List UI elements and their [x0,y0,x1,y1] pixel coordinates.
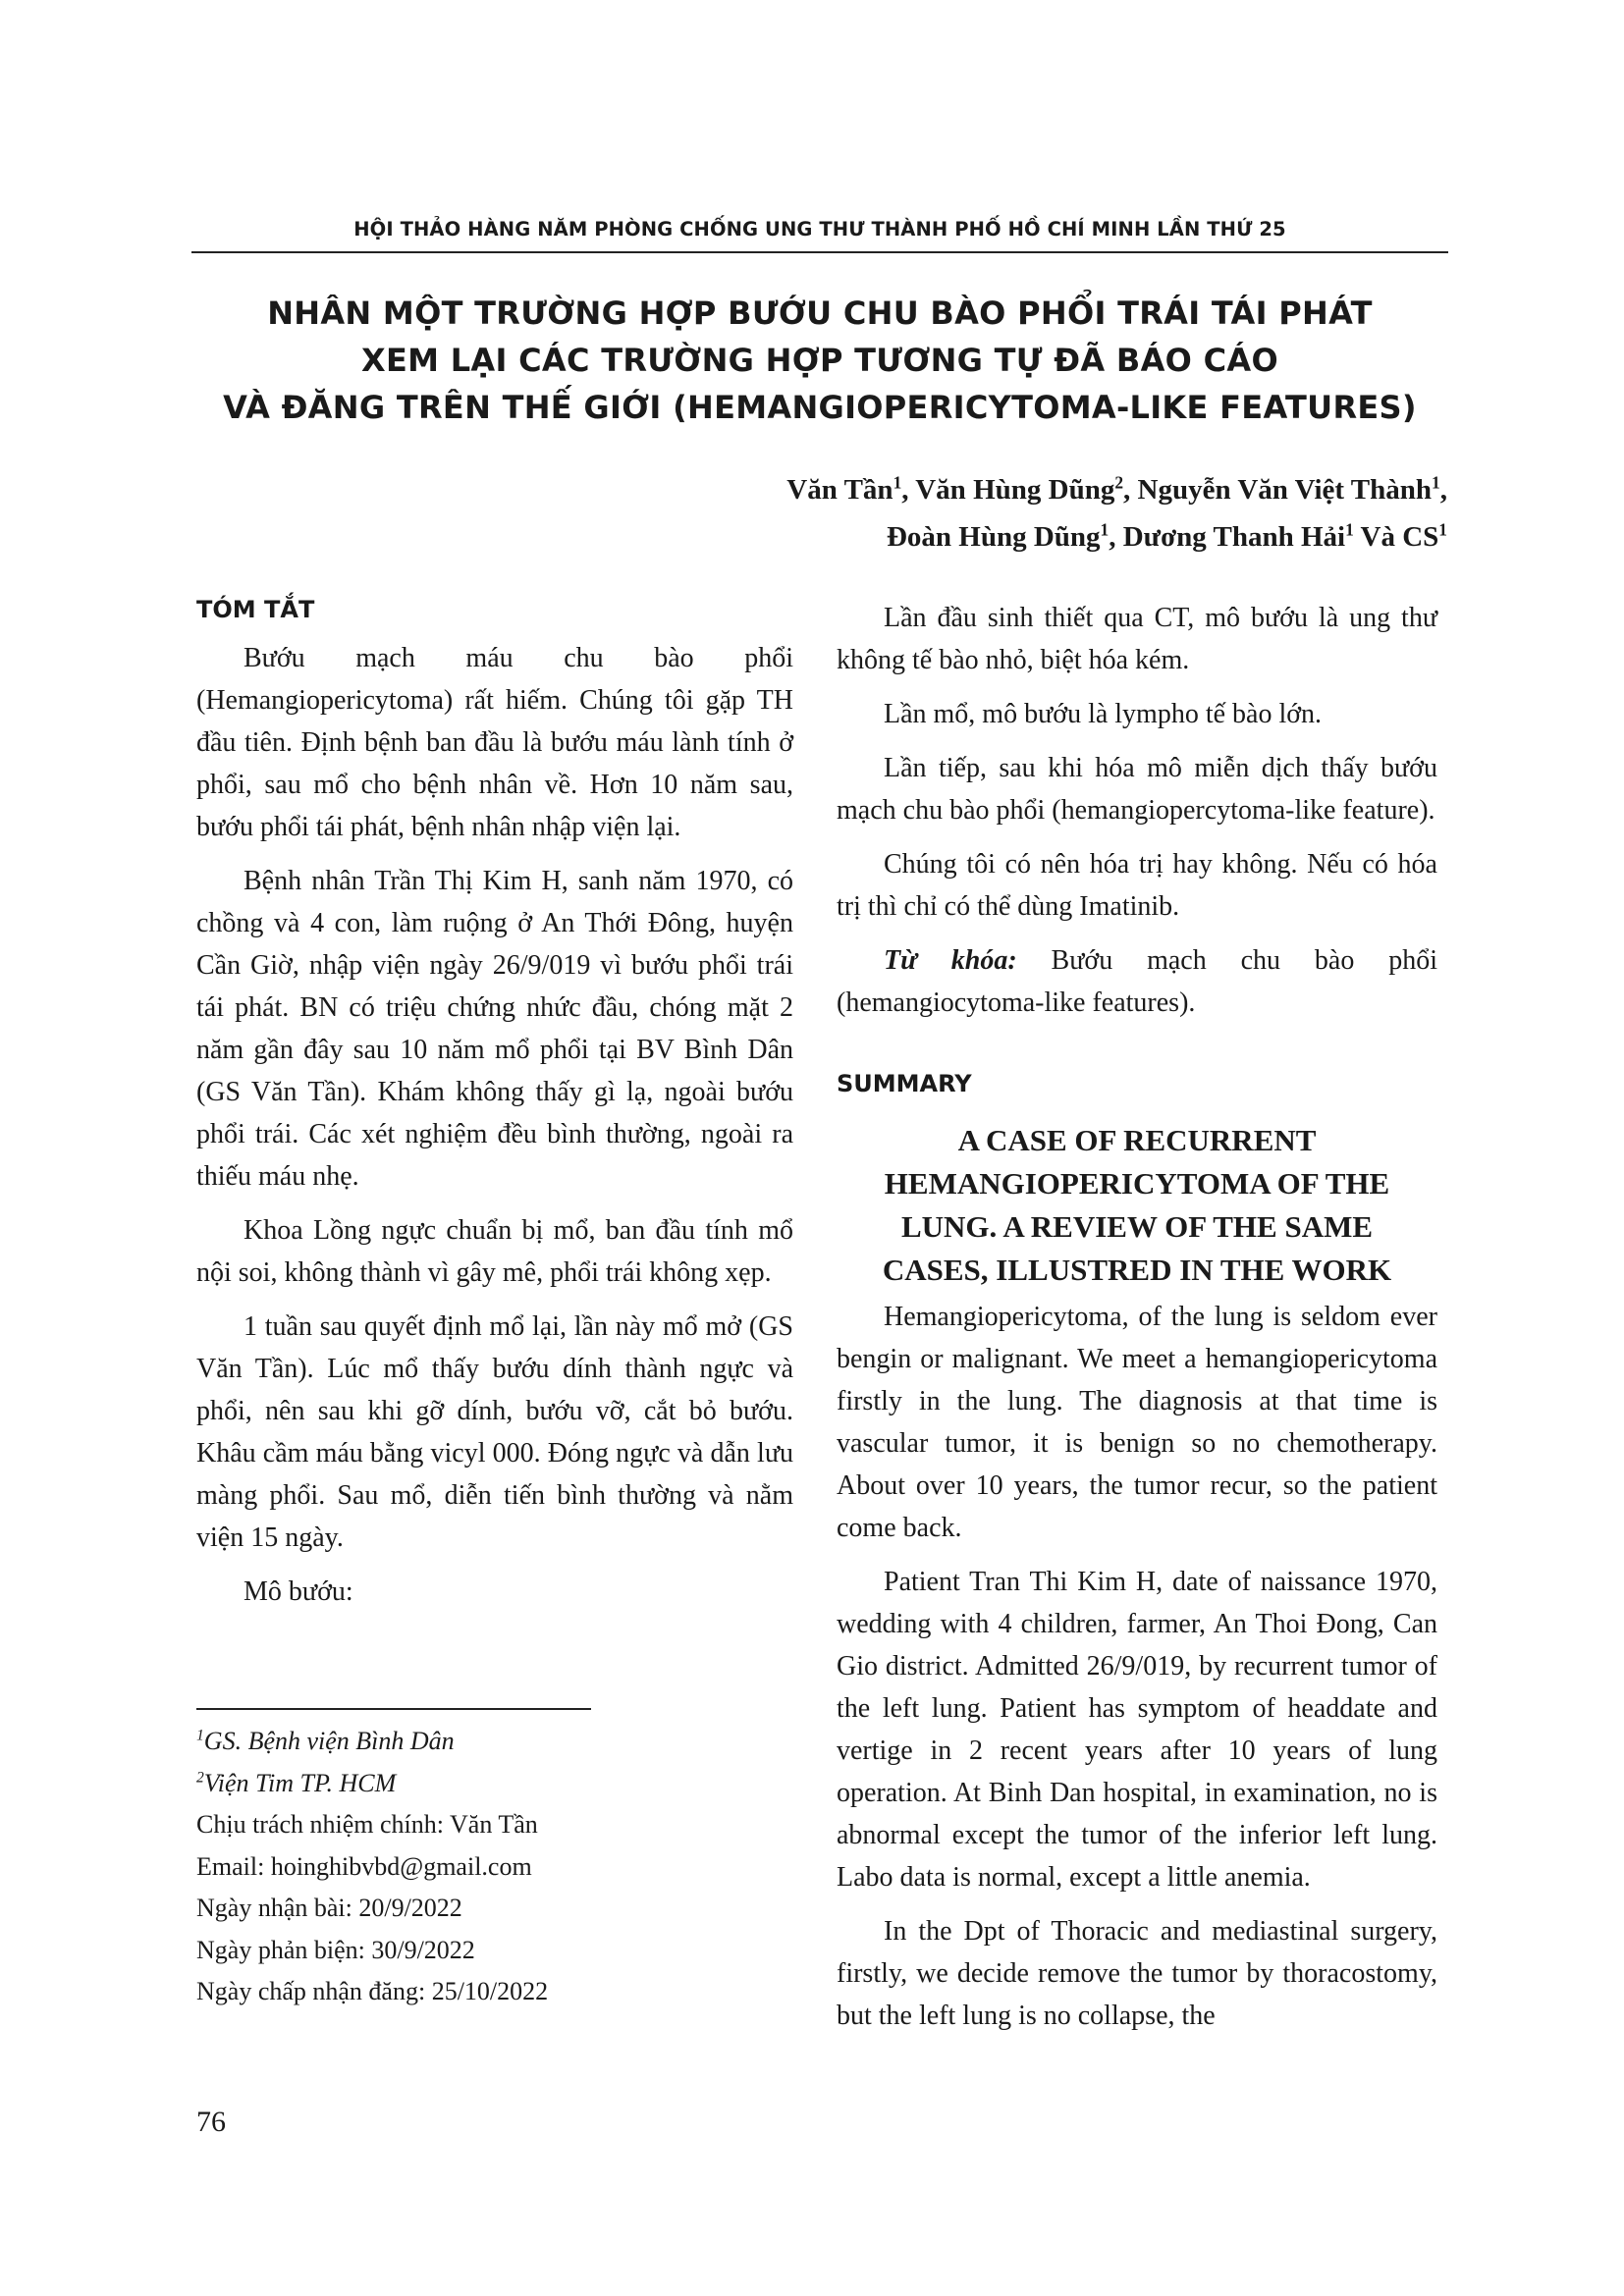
footnote-received: Ngày nhận bài: 20/9/2022 [196,1894,462,1922]
author-name: , Nguyễn Văn Việt Thành [1123,474,1433,506]
left-column [196,589,793,1625]
abstract-paragraph: Bướu mạch máu chu bào phổi (Hemangiopericytoma) rất hiếm. Chúng tôi gặp TH đầu tiên. Định bệnh ban đầu là bướu máu lành tính ở phổi, sau mổ cho bệnh nhân về. Hơn 10 năm sau, bướu phổi tái phát, bệnh nhân nhập viện lại. [196,643,793,842]
abstract-paragraph: Lần tiếp, sau khi hóa mô miễn dịch thấy bướu mạch chu bào phổi (hemangiopercytoma-like feature). [837,753,1437,826]
footnote-responsible: Chịu trách nhiệm chính: Văn Tần [196,1810,538,1839]
header-rule [191,251,1448,253]
affiliation-mark: 1 [1100,519,1110,540]
english-title-line: CASES, ILLUSTRED IN THE WORK [882,1253,1392,1287]
abstract-paragraph: Bệnh nhân Trần Thị Kim H, sanh năm 1970, có chồng và 4 con, làm ruộng ở An Thới Đông, huyện Cần Giờ, nhập viện ngày 26/9/019 vì bướu phổi trái tái phát. BN có triệu chứng nhức đầu, chóng mặt 2 năm gần đây sau 10 năm mổ phổi tại BV Bình Dân (GS Văn Tần). Khám không thấy gì lạ, ngoài bướu phổi trái. Các xét nghiệm đều bình thường, ngoài ra thiếu máu nhẹ. [196,866,793,1192]
keywords-text: Bướu mạch chu bào phổi (hemangiocytoma-like features). [837,945,1437,1018]
author-separator: , [1439,474,1447,506]
footnote-text: Viện Tim TP. HCM [203,1768,397,1797]
abstract-paragraph: Lần đầu sinh thiết qua CT, mô bướu là ung thư không tế bào nhỏ, biệt hóa kém. [837,603,1437,675]
title-line-2: XEM LẠI CÁC TRƯỜNG HỢP TƯƠNG TỰ ĐÃ BÁO CÁO [361,342,1278,379]
summary-heading: SUMMARY [837,1070,972,1097]
footnote-mark: 2 [196,1768,204,1786]
affiliation-mark: 1 [893,472,902,493]
author-name: Đoàn Hùng Dũng [886,521,1101,553]
author-line-1 [786,466,1447,513]
english-title-line: HEMANGIOPERICYTOMA OF THE [884,1166,1390,1201]
footnotes [196,1721,805,2013]
footnote-rule [196,1708,591,1710]
author-name: , Dương Thanh Hải [1109,521,1346,553]
author-line-2 [786,513,1447,561]
author-name: , Văn Hùng Dũng [901,474,1115,506]
abstract-heading: TÓM TẮT [196,596,315,623]
keywords-label: Từ khóa: [884,945,1017,976]
abstract-paragraph: Lần mổ, mô bướu là lympho tế bào lớn. [884,699,1323,729]
summary-paragraph: Hemangiopericytoma, of the lung is seldom ever bengin or malignant. We meet a hemangiopericytoma firstly in the lung. The diagnosis at that time is vascular tumor, it is benign so no chemotherapy. About over 10 years, the tumor recur, so the patient come back. [837,1302,1437,1543]
footnote-text: GS. Bệnh viện Bình Dân [203,1727,455,1755]
keywords [837,939,1437,1024]
affiliation-mark: 1 [1432,472,1440,493]
abstract-paragraph: Khoa Lồng ngực chuẩn bị mổ, ban đầu tính mổ nội soi, không thành vì gây mê, phổi trái không xẹp. [196,1215,793,1288]
article-title [191,290,1448,431]
affiliation-mark: 1 [1438,519,1447,540]
abstract-paragraph: Mô bướu: [244,1576,353,1607]
abstract-paragraph: 1 tuần sau quyết định mổ lại, lần này mổ mở (GS Văn Tần). Lúc mổ thấy bướu dính thành ngực và phổi, nên sau khi gỡ dính, bướu vỡ, cắt bỏ bướu. Khâu cầm máu bằng vicyl 000. Đóng ngực và dẫn lưu màng phổi. Sau mổ, diễn tiến bình thường và nằm viện 15 ngày. [196,1311,793,1553]
author-name: Văn Tần [786,474,893,506]
author-name: Và CS [1353,521,1439,553]
page-number: 76 [196,2106,226,2138]
abstract-paragraph: Chúng tôi có nên hóa trị hay không. Nếu có hóa trị thì chỉ có thể dùng Imatinib. [837,849,1437,922]
summary-paragraph: Patient Tran Thi Kim H, date of naissance 1970, wedding with 4 children, farmer, An Thoi Đong, Can Gio district. Admitted 26/9/019, by recurrent tumor of the left lung. Patient has symptom of headdate and vertige in 2 recent years after 10 years of lung operation. At Binh Dan hospital, in examination, no is abnormal except the tumor of the inferior left lung. Labo data is normal, except a little anemia. [837,1567,1437,1893]
summary-paragraph: In the Dpt of Thoracic and mediastinal surgery, firstly, we decide remove the tumor by thoracostomy, but the left lung is no collapse, the [837,1916,1437,2031]
footnote-email: Email: hoinghibvbd@gmail.com [196,1851,532,1881]
english-title-line: A CASE OF RECURRENT [957,1123,1317,1157]
right-column [837,597,1437,2049]
running-header: HỘI THẢO HÀNG NĂM PHÒNG CHỐNG UNG THƯ THÀNH PHỐ HỒ CHÍ MINH LẦN THỨ 25 [353,218,1286,240]
affiliation-mark: 1 [1345,519,1354,540]
english-title-line: LUNG. A REVIEW OF THE SAME [900,1209,1374,1244]
footnote-affiliation-1 [196,1721,805,1763]
english-title [837,1119,1437,1292]
title-line-3: VÀ ĐĂNG TRÊN THẾ GIỚI (HEMANGIOPERICYTOMA-LIKE FEATURES) [223,389,1417,426]
title-line-1: NHÂN MỘT TRƯỜNG HỢP BƯỚU CHU BÀO PHỔI TRÁI TÁI PHÁT [267,294,1373,332]
author-list [786,466,1447,561]
footnote-affiliation-2 [196,1763,805,1805]
footnote-mark: 1 [196,1727,204,1744]
footnote-reviewed: Ngày phản biện: 30/9/2022 [196,1935,475,1964]
affiliation-mark: 2 [1114,472,1124,493]
footnote-accepted: Ngày chấp nhận đăng: 25/10/2022 [196,1977,549,2005]
